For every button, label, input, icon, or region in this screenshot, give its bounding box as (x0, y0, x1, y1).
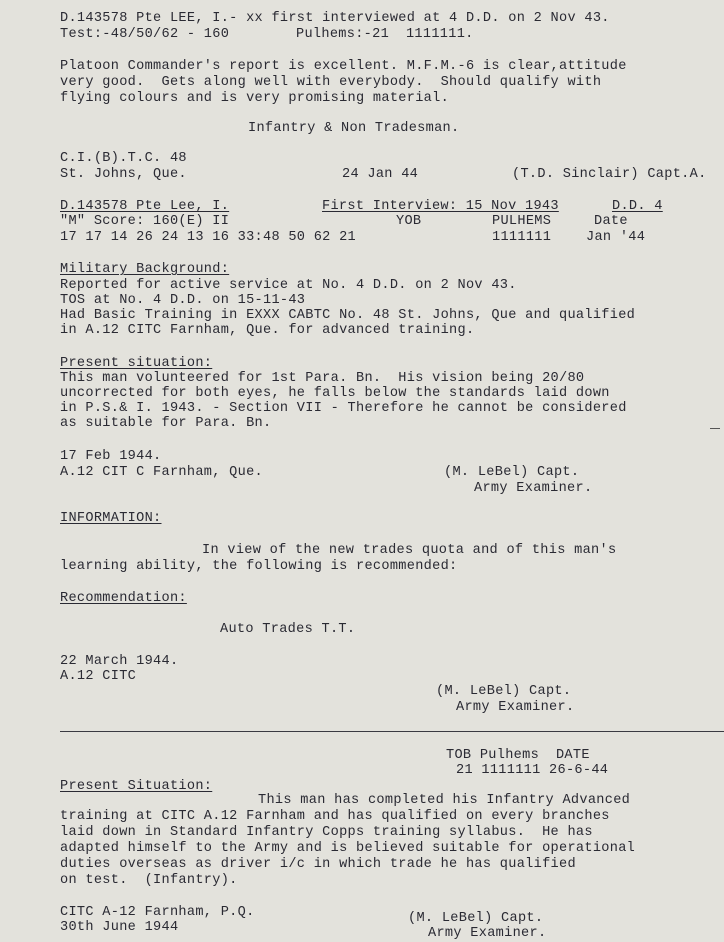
background-line: TOS at No. 4 D.D. on 15-11-43 (60, 293, 306, 308)
pulhems-header: PULHEMS (492, 214, 552, 229)
situation-line: in P.S.& I. 1943. - Section VII - Therefore he cannot be considered (60, 401, 627, 416)
situation-line: This man volunteered for 1st Para. Bn. His vision being 20/80 (60, 371, 585, 386)
background-line: Had Basic Training in EXXX CABTC No. 48 St. Johns, Que and qualified (60, 308, 636, 323)
examiner-signature: (M. LeBel) Capt. (444, 465, 580, 480)
date-header: Date (594, 214, 628, 229)
situation-line: training at CITC A.12 Farnham and has qualified on every branches (60, 809, 610, 824)
yob-header: YOB (396, 214, 422, 229)
depot-number: D.D. 4 (612, 199, 663, 214)
examiner-signature: (M. LeBel) Capt. (436, 684, 572, 699)
information-line: learning ability, the following is recommended: (60, 559, 458, 574)
location: St. Johns, Que. (60, 167, 187, 182)
first-interview: First Interview: 15 Nov 1943 (322, 199, 559, 214)
final-place: CITC A-12 Farnham, P.Q. (60, 905, 255, 920)
background-line: in A.12 CITC Farnham, Que. for advanced training. (60, 323, 475, 338)
m-score: "M" Score: 160(E) II (60, 214, 230, 229)
recommendation-date: 22 March 1944. (60, 654, 179, 669)
test-score-values: 17 17 14 26 24 13 16 33:48 50 62 21 (60, 230, 357, 245)
record-line-1: D.143578 Pte LEE, I.- xx first interviewed at 4 D.D. on 2 Nov 43. (60, 11, 610, 26)
recommendation-value: Auto Trades T.T. (220, 622, 356, 637)
date-value: Jan '44 (586, 230, 646, 245)
military-background-heading: Military Background: (60, 262, 230, 277)
section-divider (60, 731, 724, 732)
pulhems-value: 1111111 (492, 230, 552, 245)
tob-pulhems-values: 21 1111111 26-6-44 (456, 763, 609, 778)
final-date: 30th June 1944 (60, 920, 179, 935)
commander-report-line: Platoon Commander's report is excellent. M.F.M.-6 is clear,attitude (60, 59, 627, 74)
classification: Infantry & Non Tradesman. (248, 121, 460, 136)
situation-line: duties overseas as driver i/c in which trade he has qualified (60, 857, 576, 872)
examiner-title: Army Examiner. (474, 481, 593, 496)
report-date: 24 Jan 44 (342, 167, 419, 182)
tob-pulhems-header: TOB Pulhems DATE (446, 748, 590, 763)
situation-line: as suitable for Para. Bn. (60, 416, 272, 431)
test-scores: Test:-48/50/62 - 160 (60, 27, 230, 42)
examiner-signature: (M. LeBel) Capt. (408, 911, 544, 926)
commander-report-line: flying colours and is very promising material. (60, 91, 450, 106)
recommendation-place: A.12 CITC (60, 669, 137, 684)
situation-line: This man has completed his Infantry Advanced (258, 793, 631, 808)
situation-line: uncorrected for both eyes, he falls below the standards laid down (60, 386, 610, 401)
situation-line: on test. (Infantry). (60, 873, 238, 888)
commander-report-line: very good. Gets along well with everybody. Should qualify with (60, 75, 602, 90)
recommendation-heading: Recommendation: (60, 591, 187, 606)
soldier-id: D.143578 Pte Lee, I. (60, 199, 230, 214)
examiner-title: Army Examiner. (428, 926, 547, 941)
situation-place: A.12 CIT C Farnham, Que. (60, 465, 263, 480)
information-heading: INFORMATION: (60, 511, 162, 526)
pulhems-score: Pulhems:-21 1111111. (296, 27, 474, 42)
situation-date: 17 Feb 1944. (60, 449, 162, 464)
margin-mark (710, 428, 720, 429)
unit-code: C.I.(B).T.C. 48 (60, 151, 187, 166)
signature: (T.D. Sinclair) Capt.A. (512, 167, 707, 182)
background-line: Reported for active service at No. 4 D.D. on 2 Nov 43. (60, 278, 517, 293)
examiner-title: Army Examiner. (456, 700, 575, 715)
present-situation-heading: Present situation: (60, 356, 213, 371)
present-situation-heading: Present Situation: (60, 779, 213, 794)
situation-line: adapted himself to the Army and is believed suitable for operational (60, 841, 636, 856)
situation-line: laid down in Standard Infantry Copps training syllabus. He has (60, 825, 593, 840)
information-line: In view of the new trades quota and of this man's (202, 543, 617, 558)
